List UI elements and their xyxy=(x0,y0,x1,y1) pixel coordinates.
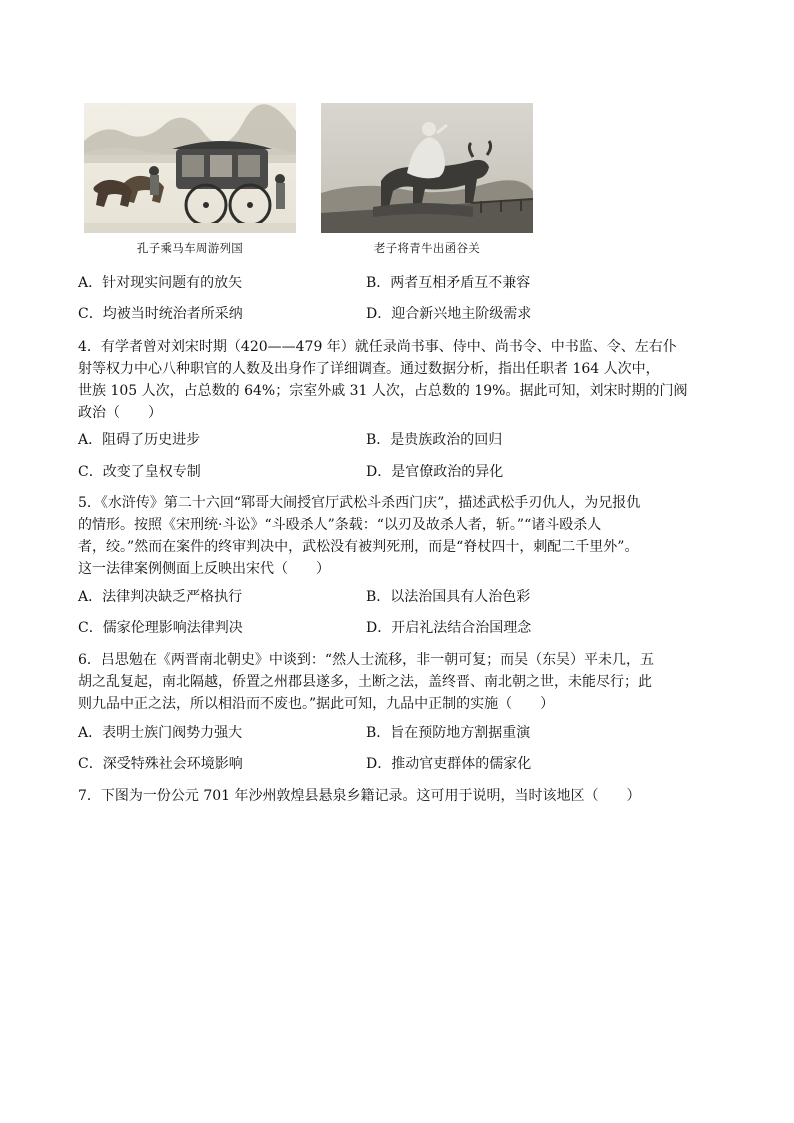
q4-line-2: 射等权力中心八种职官的人数及出身作了详细调查。通过数据分析，指出任职者 164 人次中， xyxy=(78,361,660,377)
confucius-carriage-image xyxy=(84,103,296,233)
q7-stem xyxy=(78,785,738,807)
q4-line-3: 世族 105 人次，占总数的 64%；宗室外戚 31 人次，占总数的 19%。据此可知，刘宋时期的门阀 xyxy=(78,383,688,399)
q6-line-2: 胡之乱复起，南北隔越，侨置之州郡县遂多，土断之法，盖终晋、南北朝之世，未能尽行；此 xyxy=(78,674,652,690)
q4-option-a[interactable]: A．阻碍了历史进步 xyxy=(78,432,201,448)
q5-stem xyxy=(78,492,738,580)
figure-confucius xyxy=(84,103,296,256)
q6-options-row-1 xyxy=(78,722,738,744)
q3-option-a[interactable]: A．针对现实问题有的放矢 xyxy=(78,275,243,291)
q5-option-b[interactable]: B．以法治国具有人治色彩 xyxy=(366,589,531,605)
q3-option-d[interactable]: D．迎合新兴地主阶级需求 xyxy=(366,306,532,322)
q5-options-row-1 xyxy=(78,586,738,608)
q3-options-row-2 xyxy=(78,303,738,325)
q3-option-b[interactable]: B．两者互相矛盾互不兼容 xyxy=(366,275,531,291)
figure-laozi xyxy=(321,103,533,256)
q7-line-1: 7．下图为一份公元 701 年沙州敦煌县悬泉乡籍记录。这可用于说明，当时该地区（ ） xyxy=(78,788,641,804)
q6-option-d[interactable]: D．推动官吏群体的儒家化 xyxy=(366,756,532,772)
q5-option-c[interactable]: C．儒家伦理影响法律判决 xyxy=(78,620,243,636)
q3-options-row-1 xyxy=(78,272,738,294)
q6-option-c[interactable]: C．深受特殊社会环境影响 xyxy=(78,756,243,772)
figure-caption-confucius: 孔子乘马车周游列国 xyxy=(136,241,244,255)
q4-line-1: 4．有学者曾对刘宋时期（420——479 年）就任录尚书事、侍中、尚书令、中书监、令、左右仆 xyxy=(78,339,677,355)
q4-options-row-2 xyxy=(78,461,738,483)
q5-options-row-2 xyxy=(78,617,738,639)
q4-stem xyxy=(78,336,738,424)
figure-caption-laozi: 老子将青牛出函谷关 xyxy=(373,241,481,255)
q4-option-d[interactable]: D．是官僚政治的异化 xyxy=(366,464,504,480)
q4-option-c[interactable]: C．改变了皇权专制 xyxy=(78,464,201,480)
laozi-ox-statue-image xyxy=(321,103,533,233)
q5-option-a[interactable]: A．法律判决缺乏严格执行 xyxy=(78,589,243,605)
q5-line-3: 者，绞。”然而在案件的终审判决中，武松没有被判死刑，而是“脊杖四十，刺配二千里外”。 xyxy=(78,539,639,555)
q4-line-4: 政治（ ） xyxy=(78,405,162,421)
q4-option-b[interactable]: B．是贵族政治的回归 xyxy=(366,432,503,448)
q6-option-a[interactable]: A．表明士族门阀势力强大 xyxy=(78,725,243,741)
q5-line-1: 5．《水浒传》第二十六回“郓哥大闹授官厅武松斗杀西门庆”，描述武松手刃仇人，为兄报仇 xyxy=(78,495,641,511)
q5-line-4: 这一法律案例侧面上反映出宋代（ ） xyxy=(78,561,330,577)
q6-line-3: 则九品中正之法，所以相沿而不废也。”据此可知，九品中正制的实施（ ） xyxy=(78,696,555,712)
q6-options-row-2 xyxy=(78,753,738,775)
q6-option-b[interactable]: B．旨在预防地方割据重演 xyxy=(366,725,531,741)
figure-row xyxy=(84,103,544,263)
q5-option-d[interactable]: D．开启礼法结合治国理念 xyxy=(366,620,532,636)
q4-options-row-1 xyxy=(78,429,738,451)
q3-option-c[interactable]: C．均被当时统治者所采纳 xyxy=(78,306,243,322)
q6-line-1: 6．吕思勉在《两晋南北朝史》中谈到：“然人士流移，非一朝可复；而吴（东吴）平未几，五 xyxy=(78,652,655,668)
q6-stem xyxy=(78,649,738,715)
q5-line-2: 的情形。按照《宋刑统·斗讼》“斗殴杀人”条载：“以刃及故杀人者，斩。”“诸斗殴杀人 xyxy=(78,517,602,533)
